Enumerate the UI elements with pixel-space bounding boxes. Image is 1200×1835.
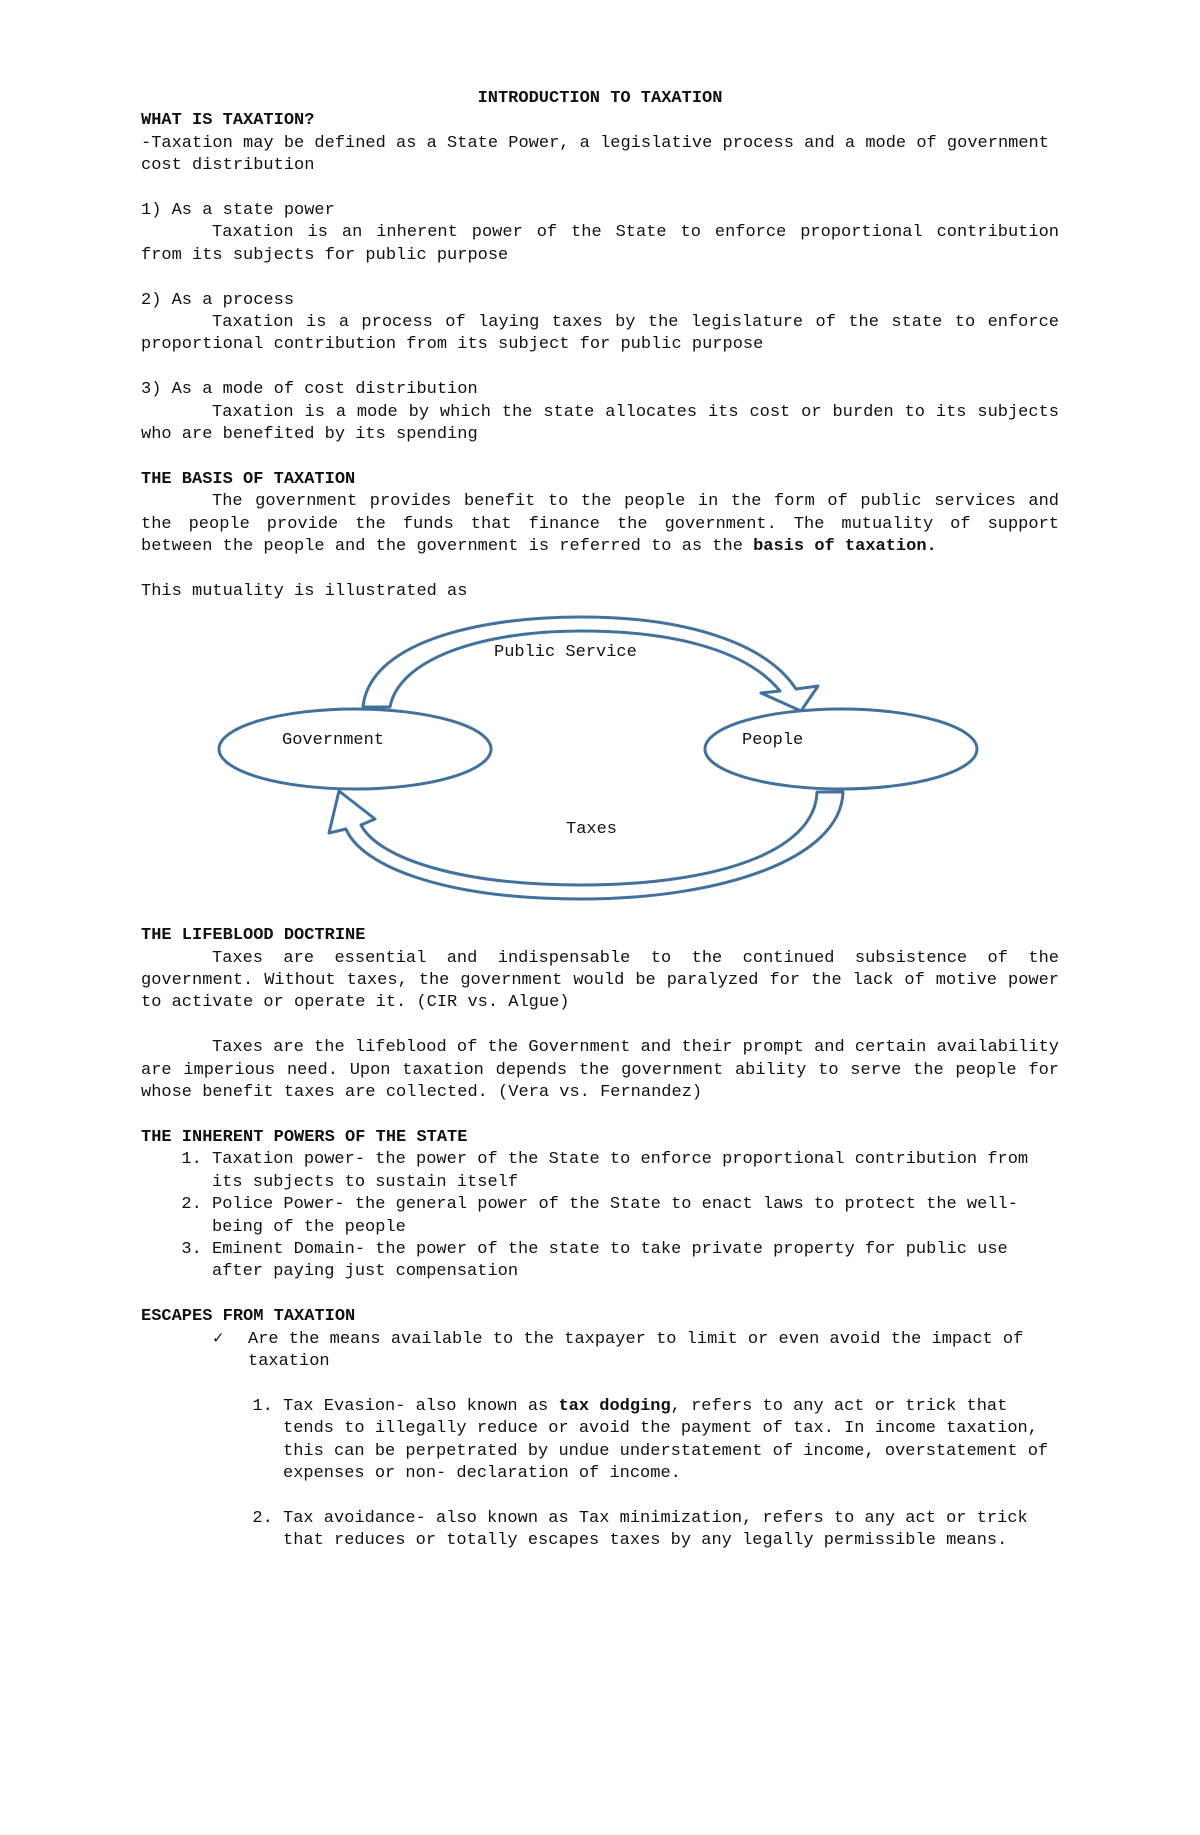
def-item-label-3: 3) As a mode of cost distribution xyxy=(141,380,478,400)
document-page xyxy=(141,88,1059,1575)
taxes-arrow xyxy=(329,791,843,899)
def-item-label-2: 2) As a process xyxy=(141,290,295,310)
mutuality-diagram xyxy=(141,607,1059,925)
powers-heading: THE INHERENT POWERS OF THE STATE xyxy=(141,1127,468,1147)
lifeblood-paragraph-1: Taxes are essential and indispensable to the continued subsistence of the government. Without taxes, the government would be paralyzed for the lack of motive power to activate or operate it. (CIR vs. Algue) xyxy=(141,948,1059,1013)
escape-item-tax-avoidance xyxy=(283,1508,1059,1553)
escapes-list xyxy=(141,1396,1059,1553)
def-item-label-1: 1) As a state power xyxy=(141,201,335,221)
powers-list xyxy=(141,1149,1059,1283)
escape-item-tax-evasion xyxy=(283,1396,1059,1486)
def-item-text-1: Taxation is an inherent power of the State to enforce proportional contribution from its subjects for public purpose xyxy=(141,223,1059,265)
power-item-taxation: 1. Taxation power- the power of the State to enforce proportional contribution from its subjects to sustain itself xyxy=(212,1149,1059,1194)
tax-evasion-text-start: Tax Evasion- also known as xyxy=(283,1396,559,1416)
escapes-definition-text: Are the means available to the taxpayer to limit or even avoid the impact of taxation xyxy=(248,1329,1024,1371)
tax-evasion-text-end: , refers to any act or trick that tends to illegally reduce or avoid the payment of tax. In income taxation, this can be perpetrated by undue understatement of income, overstatement of expenses or non- declaration of income. xyxy=(283,1396,1049,1483)
tax-avoidance-text: Tax avoidance- also known as Tax minimization, refers to any act or trick that reduces or totally escapes taxes by any legally permissible means. xyxy=(283,1508,1028,1551)
def-item-text-3: Taxation is a mode by which the state allocates its cost or burden to its subjects who are benefited by its spending xyxy=(141,402,1059,445)
definition-paragraph: -Taxation may be defined as a State Power, a legislative process and a mode of government cost distribution xyxy=(141,133,1049,176)
def-item-text-2: Taxation is a process of laying taxes by the legislature of the state to enforce proportional contribution from its subject for public purpose xyxy=(141,313,1059,355)
escapes-heading: ESCAPES FROM TAXATION xyxy=(141,1307,356,1327)
government-label: Government xyxy=(282,731,385,751)
basis-paragraph xyxy=(141,491,1059,558)
escapes-definition xyxy=(141,1329,1059,1374)
public-service-label: Public Service xyxy=(494,643,637,663)
basis-heading: THE BASIS OF TAXATION xyxy=(141,469,356,489)
tax-evasion-bold-term: tax dodging xyxy=(558,1396,671,1416)
basis-text: The government provides benefit to the people in the form of public services and the people provide the funds that finance the government. The mutuality of support between the people and the government is referred to as the xyxy=(141,492,1059,557)
document-title: INTRODUCTION TO TAXATION xyxy=(477,89,723,108)
check-mark-icon: ✓ xyxy=(213,1329,224,1349)
basis-period: . xyxy=(926,537,937,557)
power-item-eminent-domain: 3. Eminent Domain- the power of the state to take private property for public use after paying just compensation xyxy=(212,1239,1059,1284)
illustrated-text: This mutuality is illustrated as xyxy=(141,581,468,601)
lifeblood-heading: THE LIFEBLOOD DOCTRINE xyxy=(141,926,366,946)
taxes-label: Taxes xyxy=(566,820,618,840)
people-label: People xyxy=(742,731,804,751)
lifeblood-paragraph-2: Taxes are the lifeblood of the Government and their prompt and certain availability are imperious need. Upon taxation depends the government ability to serve the people for whose benefit taxes are collected. (Vera vs. Fernandez) xyxy=(141,1038,1059,1103)
what-is-heading: WHAT IS TAXATION? xyxy=(141,111,315,131)
power-item-police: 2. Police Power- the general power of the State to enact laws to protect the well-being of the people xyxy=(212,1194,1059,1239)
basis-bold-term: basis of taxation xyxy=(753,537,927,557)
